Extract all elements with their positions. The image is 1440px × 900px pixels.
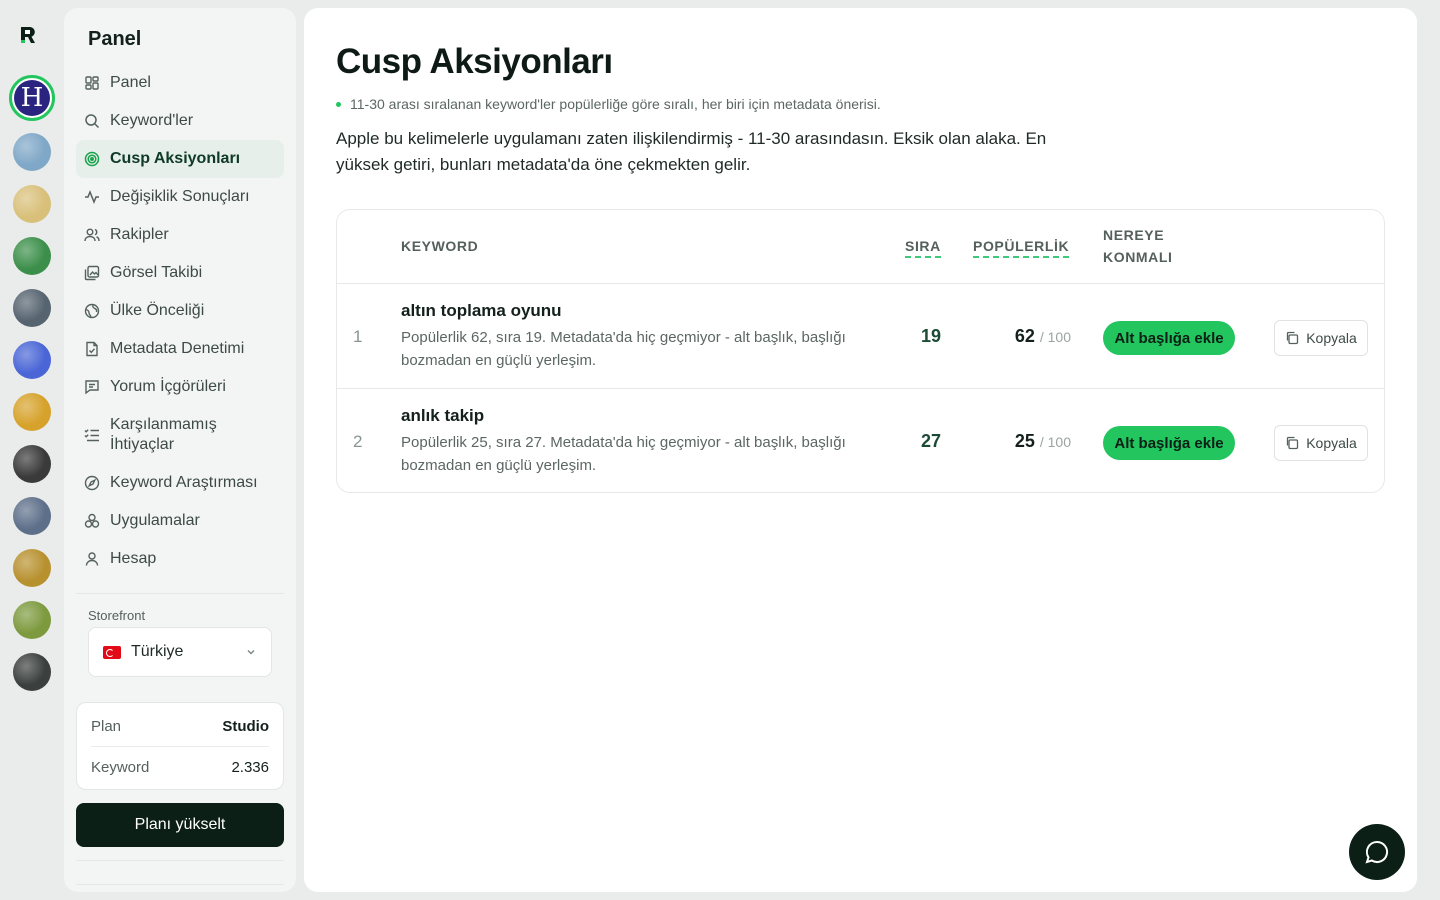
popularity-score: 62 [1014, 326, 1035, 346]
app-10-avatar[interactable] [13, 549, 51, 587]
copy-button[interactable] [1274, 425, 1368, 461]
users-icon [84, 227, 100, 243]
sidebar-divider [76, 860, 284, 861]
sidebar-item-metadata-audit[interactable] [76, 330, 284, 368]
logo-icon[interactable] [19, 26, 37, 44]
column-header-rank[interactable]: SIRA [905, 236, 941, 258]
app-h-avatar[interactable] [9, 75, 55, 121]
sidebar-item-keywords[interactable] [76, 102, 284, 140]
message-icon [84, 379, 100, 395]
keyword-count-row [91, 759, 269, 776]
rank-value: 19 [920, 326, 941, 346]
rank-value: 27 [920, 431, 941, 451]
sidebar-item-label: Hesap [110, 550, 157, 567]
column-header-where [1103, 224, 1173, 268]
sidebar-item-keyword-research[interactable] [76, 464, 284, 502]
column-header-where-line: NEREYE [1103, 227, 1165, 243]
app-4-avatar[interactable] [13, 237, 51, 275]
row-index: 2 [353, 432, 363, 451]
app-12-avatar[interactable] [13, 653, 51, 691]
sidebar-item-unmet-needs[interactable] [76, 406, 284, 464]
add-to-subtitle-button[interactable]: Alt başlığa ekle [1103, 321, 1235, 355]
copy-label: Kopyala [1306, 330, 1357, 346]
storefront-value: Türkiye [131, 643, 184, 660]
sidebar-item-label: Cusp Aksiyonları [110, 150, 241, 167]
apps-icon [84, 513, 100, 529]
plan-value: Studio [222, 718, 269, 735]
popularity-score: 25 [1014, 431, 1035, 451]
table-row [337, 389, 1384, 493]
page-description: Apple bu kelimelerle uygulamanı zaten ilişkilendirmiş - 11-30 arasındasın. Eksik olan alaka. En yüksek getiri, bunları metadata'da öne çekmekten gelir. [336, 129, 1047, 174]
sidebar-item-label: Rakipler [110, 226, 169, 243]
app-5-avatar[interactable] [13, 289, 51, 327]
app-2-avatar[interactable] [13, 133, 51, 171]
sidebar-item-change-results[interactable] [76, 178, 284, 216]
storefront-select[interactable] [88, 627, 272, 677]
popularity-max: / 100 [1039, 329, 1071, 345]
compass-icon [84, 475, 100, 491]
main-content [304, 8, 1417, 892]
file-check-icon [84, 341, 100, 357]
keyword-description: Popülerlik 62, sıra 19. Metadata'da hiç geçmiyor - alt başlık, başlığı bozmadan en güçlü yerleşim. [401, 329, 846, 369]
chat-button[interactable] [1349, 824, 1405, 880]
page-subtitle [336, 96, 881, 112]
sidebar-item-label: Görsel Takibi [110, 264, 203, 281]
keyword-description: Popülerlik 25, sıra 27. Metadata'da hiç geçmiyor - alt başlık, başlığı bozmadan en güçlü yerleşim. [401, 434, 846, 474]
upgrade-plan-button[interactable]: Planı yükselt [76, 803, 284, 847]
activity-icon [84, 189, 100, 205]
table-header [337, 210, 1384, 284]
popularity-value [977, 431, 1071, 452]
sidebar-item-apps[interactable] [76, 502, 284, 540]
sidebar-item-label: Yorum İçgörüleri [110, 378, 226, 395]
storefront-label: Storefront [88, 608, 146, 623]
copy-label: Kopyala [1306, 435, 1357, 451]
keyword-count-key: Keyword [91, 759, 150, 776]
sidebar-divider [76, 593, 284, 594]
app-6-avatar[interactable] [13, 341, 51, 379]
copy-icon [1285, 436, 1299, 450]
column-header-keyword: KEYWORD [401, 238, 479, 254]
plan-key: Plan [91, 718, 122, 735]
search-icon [84, 113, 100, 129]
table-row [337, 284, 1384, 388]
sidebar-item-label: Panel [110, 74, 151, 91]
app-7-avatar[interactable] [13, 393, 51, 431]
app-3-avatar[interactable] [13, 185, 51, 223]
images-icon [84, 265, 100, 281]
sidebar-item-label: Karşılanmamış İhtiyaçlar [110, 416, 217, 453]
turkey-flag-icon [103, 646, 121, 659]
sidebar-item-review-insights[interactable] [76, 368, 284, 406]
sidebar-item-account[interactable] [76, 540, 284, 578]
sidebar-item-panel[interactable] [76, 64, 284, 102]
add-to-subtitle-button[interactable]: Alt başlığa ekle [1103, 426, 1235, 460]
page-title: Cusp Aksiyonları [336, 42, 613, 81]
app-9-avatar[interactable] [13, 497, 51, 535]
sidebar-item-label: Uygulamalar [110, 512, 200, 529]
copy-button[interactable] [1274, 320, 1368, 356]
plan-card [76, 702, 284, 790]
chat-bubble-icon [1364, 839, 1390, 865]
sidebar-item-competitors[interactable] [76, 216, 284, 254]
sidebar [64, 8, 296, 892]
column-header-popularity[interactable]: POPÜLERLİK [973, 236, 1069, 258]
column-header-where-line: KONMALI [1103, 249, 1173, 265]
popularity-max: / 100 [1039, 434, 1071, 450]
copy-icon [1285, 331, 1299, 345]
sidebar-item-cusp-actions[interactable] [76, 140, 284, 178]
subtitle-text: 11-30 arası sıralanan keyword'ler popülerliğe göre sıralı, her biri için metadata önerisi. [350, 96, 881, 112]
app-11-avatar[interactable] [13, 601, 51, 639]
globe-icon [84, 303, 100, 319]
list-check-icon [84, 427, 100, 443]
keyword-name: anlık takip [401, 406, 485, 425]
sidebar-item-label: Değişiklik Sonuçları [110, 188, 250, 205]
app-8-avatar[interactable] [13, 445, 51, 483]
keyword-count-value: 2.336 [231, 759, 269, 776]
plan-row [91, 718, 269, 735]
plan-divider [91, 746, 269, 747]
sidebar-title: Panel [88, 28, 142, 50]
keyword-name: altın toplama oyunu [401, 301, 562, 320]
sidebar-item-label: Keyword'ler [110, 112, 194, 129]
sidebar-item-country-priority[interactable] [76, 292, 284, 330]
chevron-down-icon [245, 646, 257, 658]
sidebar-item-label: Keyword Araştırması [110, 474, 258, 491]
sidebar-item-label: Metadata Denetimi [110, 340, 245, 357]
sidebar-item-visual-tracking[interactable] [76, 254, 284, 292]
cusp-actions-table [336, 209, 1385, 493]
row-index: 1 [353, 327, 363, 346]
target-icon [84, 151, 100, 167]
sidebar-divider [76, 884, 284, 885]
app-rail [0, 0, 64, 900]
sidebar-item-label: Ülke Önceliği [110, 302, 205, 319]
sidebar-nav [76, 64, 284, 578]
status-dot-icon [336, 102, 341, 107]
popularity-value [977, 326, 1071, 347]
dashboard-icon [84, 75, 100, 91]
user-icon [84, 551, 100, 567]
app-avatar-letter: H [14, 80, 50, 116]
